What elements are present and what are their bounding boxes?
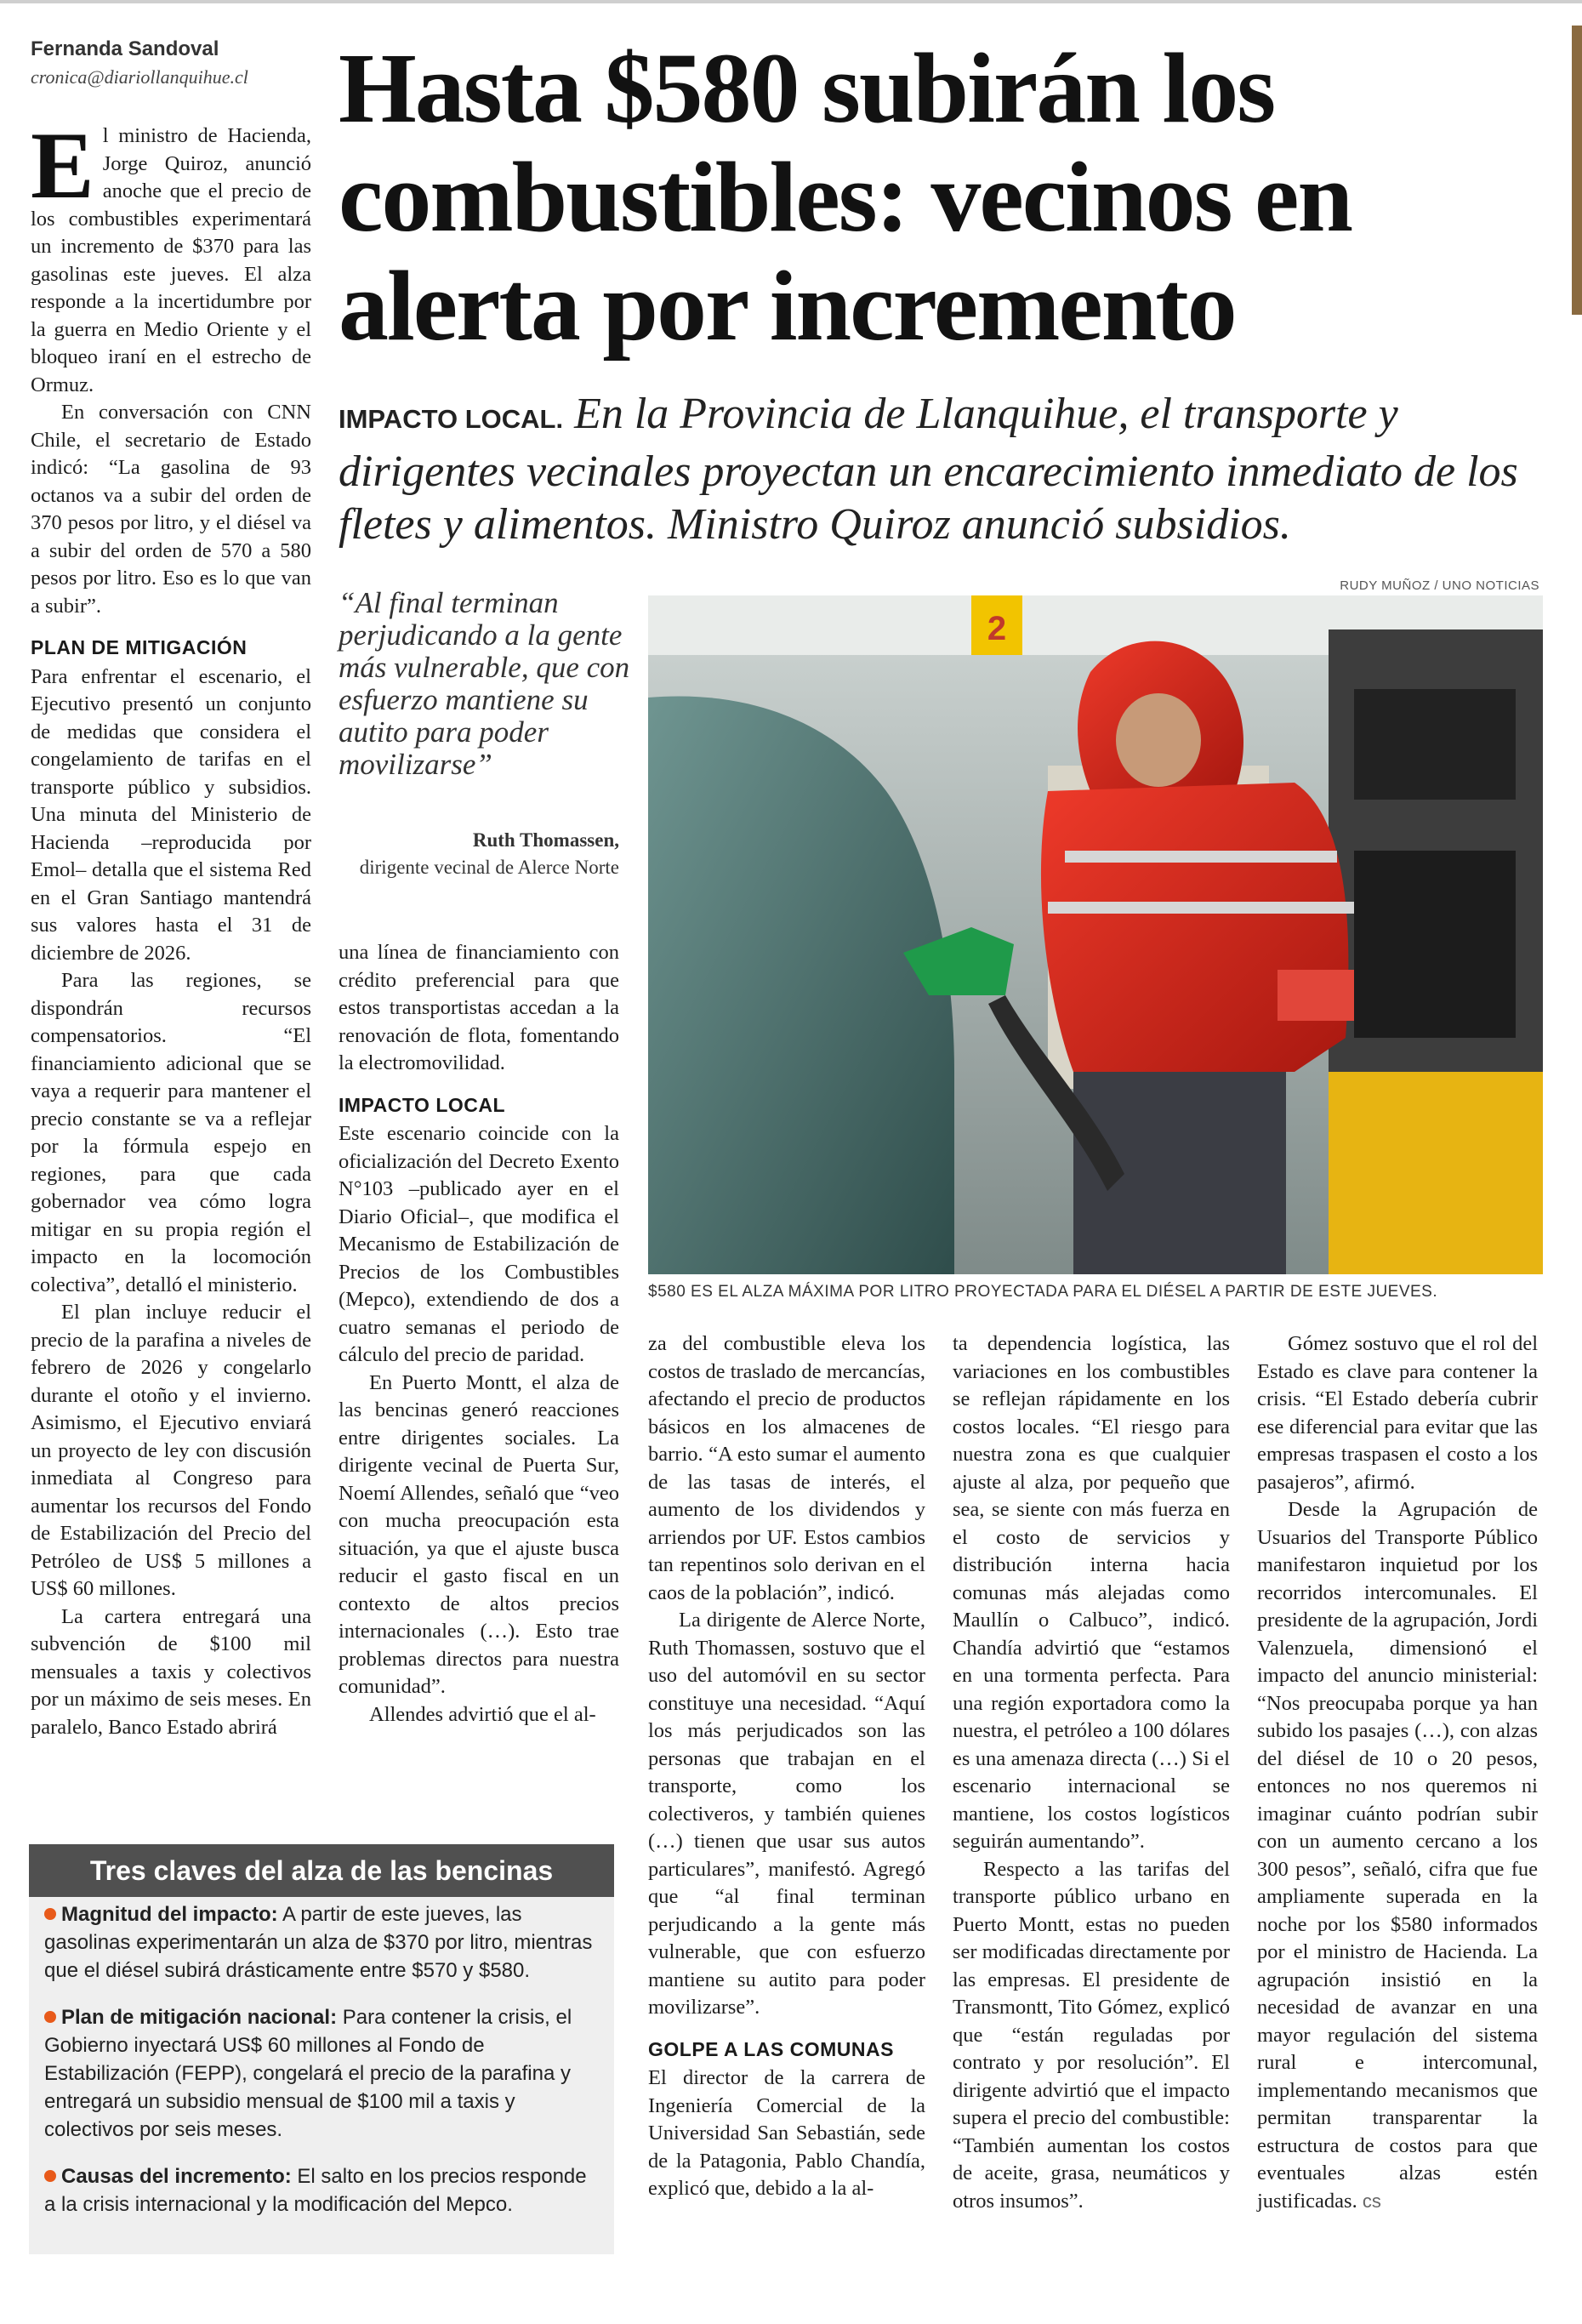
key-points-list	[44, 1900, 600, 2237]
headline: Hasta $580 subirán los combustibles: vecinos en alerta por incremento	[339, 32, 1352, 362]
adjacent-page-photo-edge	[1572, 26, 1582, 315]
paragraph-text: Desde la Agrupación de Usuarios del Transporte Público manifestaron inquietud por los recorridos intercomunales. El presidente de la agrupación, Jordi Valenzuela, dimensionó el impacto del anuncio ministerial: “Nos preocupaba porque ya han subido los pasajes (…), con alzas del diésel de 10 o 20 pesos, entonces no nos queremos ni imaginar cuánto podrían subir con un aumento cercano a los 300 pesos”, señaló, cifra que fue ampliamente superada en la noche por los $580 informados por el ministro de Hacienda. La agrupación insistió en la necesidad de avanzar en una mayor regulación del sistema rural e intercomunal, implementando mecanismos que permitan transparentar la estructura de costos para que eventuales alzas estén justificadas.	[1257, 1498, 1538, 2213]
key-point-text: Para contener la crisis, el Gobierno inyectará US$ 60 millones al Fondo de Estabilización (FEPP), congelará el precio de la parafina y entregará un subsidio mensual de $100 mil a taxis y colectivos por seis meses.	[44, 2006, 572, 2141]
key-point-label: Magnitud del impacto:	[61, 1903, 278, 1926]
deck-kicker: IMPACTO LOCAL.	[339, 404, 564, 434]
byline-author: Fernanda Sandoval	[31, 37, 219, 60]
pull-quote-attribution	[339, 827, 619, 881]
deck-text: En la Provincia de Llanquihue, el transporte y dirigentes vecinales proyectan un encarecimiento inmediato de los fletes y alimentos. Ministro Quiroz anunció subsidios.	[339, 390, 1518, 549]
column-1	[31, 113, 311, 1741]
end-mark-icon: cs	[1362, 2190, 1381, 2212]
paragraph: Para enfrentar el escenario, el Ejecutivo presentó un conjunto de medidas que considera el congelamiento de tarifas en el transporte público y subsidios. Una minuta del Ministerio de Hacienda –reproducida por Emol– detalla que el sistema Red en el Gran Santiago mantendrá sus valores hasta el 31 de diciembre de 2026.	[31, 664, 311, 965]
byline-email: cronica@diariollanquihue.cl	[31, 66, 248, 88]
bullet-icon	[44, 1908, 56, 1920]
column-3	[648, 1330, 925, 2203]
key-point	[44, 2003, 600, 2144]
paragraph: za del combustible eleva los costos de traslado de mercancías, afectando el precio de productos básicos en los almacenes de barrio. “A esto sumar el aumento de las tasas de interés, el aumento de los dividendos y arriendos por UF. Estos cambios tan repentinos solo derivan en el caos de la población”, indicó.	[648, 1332, 925, 1604]
photo-credit: RUDY MUÑOZ / UNO NOTICIAS	[1340, 578, 1539, 593]
paragraph: Para las regiones, se dispondrán recursos compensatorios. “El financiamiento adicional que se vaya a requerir para mantener el precio constante se va a reflejar por la fórmula espejo en regiones, para que cada gobernador vea cómo logra mitigar en su propia región el impacto en la locomoción colectiva”, detalló el ministerio.	[31, 969, 311, 1296]
pump-number: 2	[987, 610, 1007, 647]
key-point-label: Causas del incremento:	[61, 2165, 292, 2188]
deck	[339, 388, 1546, 551]
paragraph: Este escenario coincide con la oficialización del Decreto Exento N°103 –publicado ayer en el Diario Oficial–, que modifica el Mecanismo de Estabilización de Precios de los Combustibles (Mepco), extendiendo de dos a cuatro semanas el periodo de cálculo del precio de paridad.	[339, 1122, 619, 1366]
face	[1116, 693, 1201, 787]
paragraph: En Puerto Montt, el alza de las bencinas generó reacciones entre dirigentes sociales. La dirigente vecinal de Puerta Sur, Noemí Allendes, señaló que “veo con mucha preocupación esta situación, ya que el ajuste busca reducir el gasto fiscal en un contexto de altos precios internacionales (…). Esto trae problemas directos para nuestra comunidad”.	[339, 1370, 619, 1698]
bullet-icon	[44, 2011, 56, 2023]
key-point-text: El salto en los precios responde a la crisis internacional y la modificación del Mepco.	[44, 2165, 587, 2216]
paragraph	[1257, 1496, 1538, 2215]
paragraph: El plan incluye reducir el precio de la parafina a niveles de febrero de 2026 y congelarlo durante el otoño y el invierno. Asimismo, el Ejecutivo enviará un proyecto de ley con discusión inmediata al Congreso para aumentar los recursos del Fondo de Estabilización del Precio del Petróleo de US$ 5 millones a US$ 60 millones.	[31, 1301, 311, 1600]
paragraph: una línea de financiamiento con crédito preferencial para que estos transportistas accedan a la renovación de flota, fomentando la electromovilidad.	[339, 941, 619, 1074]
quote-author-role: dirigente vecinal de Alerce Norte	[359, 857, 619, 878]
paragraph: La cartera entregará una subvención de $100 mil mensuales a taxis y colectivos por un máximo de seis meses. En paralelo, Banco Estado abrirá	[31, 1604, 311, 1739]
paragraph: Respecto a las tarifas del transporte público urbano en Puerto Montt, estas no pueden ser modificadas directamente por las empresas. El presidente de Transmontt, Tito Gómez, explicó que “están reguladas por contrato y por resolución”. El dirigente advirtió que el impacto supera el precio del combustible: “También aumentan los costos de aceite, grasa, neumáticos y otros insumos”.	[953, 1857, 1230, 2213]
glove	[1278, 970, 1354, 1021]
pull-quote: “Al final terminan perjudicando a la gente más vulnerable, que con esfuerzo mantiene su autito para poder movilizarse”	[339, 586, 630, 781]
section-heading: IMPACTO LOCAL	[339, 1093, 506, 1116]
key-point-label: Plan de mitigación nacional:	[61, 2006, 338, 2029]
column-2	[339, 939, 619, 1729]
jacket	[1041, 783, 1348, 1072]
column-5	[1257, 1330, 1538, 2215]
paragraph: Allendes advirtió que el al-	[369, 1702, 596, 1726]
paragraph: l ministro de Hacienda, Jorge Quiroz, anunció anoche que el precio de los combustibles experimentará un incremento de $370 para las gasolinas este jueves. El alza responde a la incertidumbre por la guerra en Medio Oriente y el bloqueo iraní en el estrecho de Ormuz.	[31, 124, 311, 396]
paragraph: El director de la carrera de Ingeniería Comercial de la Universidad San Sebastián, sede de la Patagonia, Pablo Chandía, explicó que, debido a la al-	[648, 2066, 925, 2200]
paragraph: La dirigente de Alerce Norte, Ruth Thomassen, sostuvo que el uso del automóvil en su sector constituye una necesidad. “Aquí los más perjudicados son las personas que trabajan en el transporte, como los colectiveros, y también quienes (…) tienen que usar sus autos particulares”, manifestó. Agregó que “al final terminan perjudicando a la gente más vulnerable, que con esfuerzo mantiene su autito para poder movilizarse”.	[648, 1609, 925, 2019]
photo-illustration	[648, 595, 1543, 1274]
paragraph: Gómez sostuvo que el rol del Estado es clave para contener la crisis. “El Estado debería cubrir ese diferencial para evitar que las empresas traspasen el costo a los pasajeros”, afirmó.	[1257, 1332, 1538, 1494]
section-heading: PLAN DE MITIGACIÓN	[31, 636, 248, 658]
key-point	[44, 1900, 600, 1985]
news-photo	[648, 595, 1543, 1274]
key-point-text: A partir de este jueves, las gasolinas experimentarán un alza de $370 por litro, mientras que el diésel subirá drásticamente entre $570 y $580.	[44, 1903, 593, 1982]
key-point	[44, 2162, 600, 2219]
quote-author-name: Ruth Thomassen,	[472, 829, 619, 851]
paragraph: ta dependencia logística, las variaciones en los combustibles se reflejan rápidamente en los costos locales. “El riesgo para nuestra zona es que cualquier ajuste al alza, por pequeño que sea, se siente con más fuerza en el costo de servicios y distribución interna hacia comunas más alejadas como Maullín o Calbuco”, indicó. Chandía advirtió que “estamos en una tormenta perfecta. Para una región exportadora como la nuestra, el petróleo a 100 dólares es una amenaza directa (…) Si el escenario internacional se mantiene, los costos logísticos seguirán aumentando”.	[953, 1332, 1230, 1853]
top-rule	[0, 0, 1582, 3]
section-heading: GOLPE A LAS COMUNAS	[648, 2037, 894, 2060]
key-points-title: Tres claves del alza de las bencinas	[29, 1844, 614, 1897]
column-4	[953, 1330, 1230, 2215]
photo-caption: $580 ES EL ALZA MÁXIMA POR LITRO PROYECTADA PARA EL DIÉSEL A PARTIR DE ESTE JUEVES.	[648, 1283, 1438, 1301]
drop-cap: E	[31, 113, 94, 219]
bullet-icon	[44, 2170, 56, 2182]
paragraph: En conversación con CNN Chile, el secretario de Estado indicó: “La gasolina de 93 octanos va a subir del orden de 370 pesos por litro, y el diésel va a subir del orden de 570 a 580 pesos por litro. Eso es lo que van a subir”.	[31, 401, 311, 618]
